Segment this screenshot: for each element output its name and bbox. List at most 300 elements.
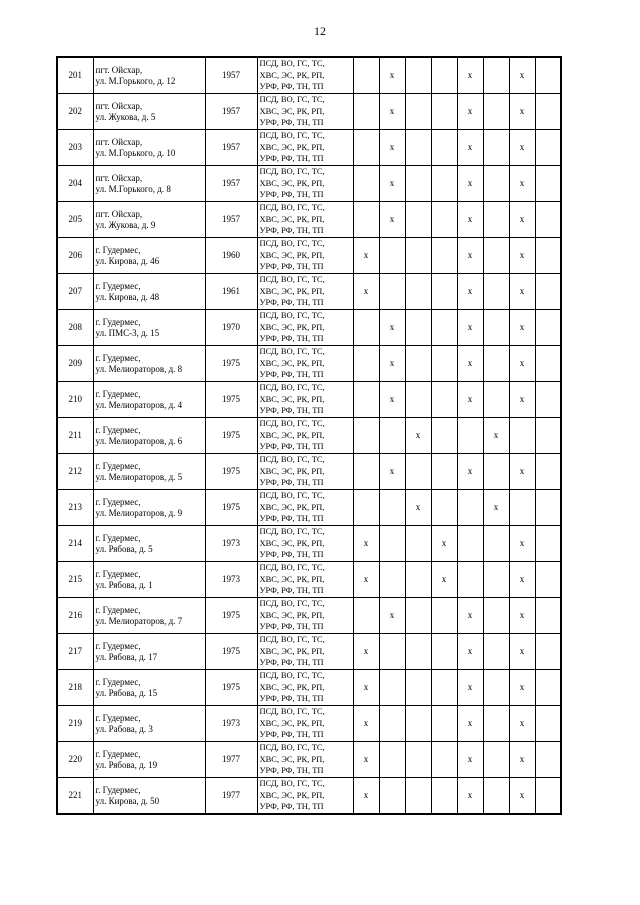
year-mark-cell-4 xyxy=(431,57,457,94)
address-locality: г. Гудермес, xyxy=(95,604,141,615)
table-row xyxy=(57,562,561,598)
year-mark-cell-5: x xyxy=(457,238,483,274)
works-line-3: УРФ, РФ, ТН, ТП xyxy=(259,657,324,668)
year-mark-cell-2 xyxy=(379,742,405,778)
address-street: ул. Мелиораторов, д. 7 xyxy=(95,615,183,626)
year-mark-cell-2 xyxy=(379,274,405,310)
address-locality: г. Гудермес, xyxy=(95,532,141,543)
works-line-2: ХВС, ЭС, РК, РП, xyxy=(259,285,325,296)
year-mark-cell-4: x xyxy=(431,562,457,598)
works-line-2: ХВС, ЭС, РК, РП, xyxy=(259,249,325,260)
year-mark-cell-6 xyxy=(483,742,509,778)
year-mark-cell-1 xyxy=(353,94,379,130)
address-street: ул. ПМС-3, д. 15 xyxy=(95,327,160,338)
works-line-1: ПСД, ВО, ГС, ТС, xyxy=(259,454,325,465)
year-mark-cell-4 xyxy=(431,274,457,310)
year-mark-cell-7: x xyxy=(509,166,535,202)
year-mark-cell-3 xyxy=(405,94,431,130)
works-line-1: ПСД, ВО, ГС, ТС, xyxy=(259,94,325,105)
address-locality: г. Гудермес, xyxy=(95,784,141,795)
address-cell xyxy=(93,706,205,742)
row-number-cell: 217 xyxy=(57,634,93,670)
year-mark-cell-3 xyxy=(405,57,431,94)
year-mark-cell-6 xyxy=(483,238,509,274)
year-mark-cell-2 xyxy=(379,670,405,706)
year-mark-cell-2: x xyxy=(379,130,405,166)
year-mark-cell-8 xyxy=(535,382,561,418)
works-line-2: ХВС, ЭС, РК, РП, xyxy=(259,645,325,656)
address-cell xyxy=(93,742,205,778)
table-row xyxy=(57,57,561,94)
address-cell xyxy=(93,634,205,670)
year-mark-cell-3 xyxy=(405,454,431,490)
year-mark-cell-8 xyxy=(535,310,561,346)
works-line-2: ХВС, ЭС, РК, РП, xyxy=(259,465,325,476)
year-mark-cell-3 xyxy=(405,742,431,778)
year-mark-cell-3: x xyxy=(405,418,431,454)
year-mark-cell-6: x xyxy=(483,418,509,454)
works-line-3: УРФ, РФ, ТН, ТП xyxy=(259,441,324,452)
works-line-3: УРФ, РФ, ТН, ТП xyxy=(259,801,324,812)
year-mark-cell-7: x xyxy=(509,598,535,634)
works-line-1: ПСД, ВО, ГС, ТС, xyxy=(259,706,325,717)
address-street: ул. Рябова, д. 19 xyxy=(95,759,158,770)
works-list-cell xyxy=(257,706,353,742)
year-mark-cell-8 xyxy=(535,706,561,742)
address-street: ул. Рябова, д. 15 xyxy=(95,687,158,698)
works-line-1: ПСД, ВО, ГС, ТС, xyxy=(259,310,325,321)
address-locality: пгт. Ойсхар, xyxy=(95,100,143,111)
year-mark-cell-4 xyxy=(431,346,457,382)
year-mark-cell-3 xyxy=(405,526,431,562)
table-row xyxy=(57,526,561,562)
year-mark-cell-1 xyxy=(353,346,379,382)
address-street: ул. М.Горького, д. 8 xyxy=(95,183,171,194)
year-mark-cell-2 xyxy=(379,418,405,454)
year-mark-cell-5: x xyxy=(457,742,483,778)
build-year-cell: 1957 xyxy=(205,166,257,202)
year-mark-cell-5: x xyxy=(457,454,483,490)
works-line-2: ХВС, ЭС, РК, РП, xyxy=(259,321,325,332)
works-line-3: УРФ, РФ, ТН, ТП xyxy=(259,585,324,596)
year-mark-cell-6 xyxy=(483,274,509,310)
address-street: ул. М.Горького, д. 12 xyxy=(95,75,176,86)
year-mark-cell-8 xyxy=(535,94,561,130)
year-mark-cell-6 xyxy=(483,202,509,238)
works-line-1: ПСД, ВО, ГС, ТС, xyxy=(259,778,325,789)
works-line-3: УРФ, РФ, ТН, ТП xyxy=(259,477,324,488)
works-line-1: ПСД, ВО, ГС, ТС, xyxy=(259,490,325,501)
table-row xyxy=(57,166,561,202)
row-number-cell: 207 xyxy=(57,274,93,310)
works-list-cell xyxy=(257,166,353,202)
year-mark-cell-7: x xyxy=(509,94,535,130)
table-row xyxy=(57,742,561,778)
housing-register-table xyxy=(56,56,562,815)
address-street: ул. Рябова, д. 5 xyxy=(95,543,153,554)
year-mark-cell-1 xyxy=(353,454,379,490)
year-mark-cell-8 xyxy=(535,634,561,670)
year-mark-cell-5: x xyxy=(457,202,483,238)
year-mark-cell-3 xyxy=(405,274,431,310)
address-cell xyxy=(93,346,205,382)
works-line-3: УРФ, РФ, ТН, ТП xyxy=(259,693,324,704)
year-mark-cell-6 xyxy=(483,778,509,815)
table-row xyxy=(57,490,561,526)
address-locality: г. Гудермес, xyxy=(95,568,141,579)
year-mark-cell-1 xyxy=(353,130,379,166)
works-line-1: ПСД, ВО, ГС, ТС, xyxy=(259,526,325,537)
year-mark-cell-7: x xyxy=(509,202,535,238)
works-line-2: ХВС, ЭС, РК, РП, xyxy=(259,789,325,800)
works-line-2: ХВС, ЭС, РК, РП, xyxy=(259,753,325,764)
year-mark-cell-4 xyxy=(431,418,457,454)
year-mark-cell-8 xyxy=(535,166,561,202)
year-mark-cell-8 xyxy=(535,562,561,598)
works-line-1: ПСД, ВО, ГС, ТС, xyxy=(259,670,325,681)
year-mark-cell-1 xyxy=(353,310,379,346)
address-locality: г. Гудермес, xyxy=(95,460,141,471)
year-mark-cell-8 xyxy=(535,454,561,490)
address-street: ул. Кирова, д. 48 xyxy=(95,291,160,302)
year-mark-cell-6 xyxy=(483,634,509,670)
works-line-1: ПСД, ВО, ГС, ТС, xyxy=(259,58,325,69)
works-list-cell xyxy=(257,562,353,598)
works-line-1: ПСД, ВО, ГС, ТС, xyxy=(259,742,325,753)
row-number-cell: 210 xyxy=(57,382,93,418)
row-number-cell: 213 xyxy=(57,490,93,526)
build-year-cell: 1975 xyxy=(205,670,257,706)
year-mark-cell-4: x xyxy=(431,526,457,562)
address-cell xyxy=(93,670,205,706)
year-mark-cell-8 xyxy=(535,778,561,815)
year-mark-cell-5 xyxy=(457,418,483,454)
year-mark-cell-7: x xyxy=(509,742,535,778)
year-mark-cell-7: x xyxy=(509,454,535,490)
year-mark-cell-6 xyxy=(483,94,509,130)
year-mark-cell-4 xyxy=(431,490,457,526)
address-cell xyxy=(93,166,205,202)
works-line-3: УРФ, РФ, ТН, ТП xyxy=(259,621,324,632)
year-mark-cell-1: x xyxy=(353,562,379,598)
address-locality: пгт. Ойсхар, xyxy=(95,208,143,219)
year-mark-cell-8 xyxy=(535,490,561,526)
year-mark-cell-6 xyxy=(483,382,509,418)
works-list-cell xyxy=(257,238,353,274)
address-cell xyxy=(93,526,205,562)
build-year-cell: 1960 xyxy=(205,238,257,274)
address-cell xyxy=(93,57,205,94)
works-line-3: УРФ, РФ, ТН, ТП xyxy=(259,189,324,200)
works-list-cell xyxy=(257,382,353,418)
build-year-cell: 1975 xyxy=(205,418,257,454)
year-mark-cell-4 xyxy=(431,634,457,670)
table-row xyxy=(57,310,561,346)
address-cell xyxy=(93,598,205,634)
table-row xyxy=(57,778,561,815)
year-mark-cell-8 xyxy=(535,526,561,562)
works-line-3: УРФ, РФ, ТН, ТП xyxy=(259,549,324,560)
address-cell xyxy=(93,562,205,598)
year-mark-cell-5: x xyxy=(457,310,483,346)
year-mark-cell-2 xyxy=(379,526,405,562)
table-row xyxy=(57,238,561,274)
address-cell xyxy=(93,94,205,130)
year-mark-cell-6 xyxy=(483,454,509,490)
address-locality: пгт. Ойсхар, xyxy=(95,136,143,147)
year-mark-cell-7 xyxy=(509,418,535,454)
year-mark-cell-1 xyxy=(353,166,379,202)
address-locality: г. Гудермес, xyxy=(95,496,141,507)
address-locality: г. Гудермес, xyxy=(95,352,141,363)
works-line-2: ХВС, ЭС, РК, РП, xyxy=(259,393,325,404)
address-locality: г. Гудермес, xyxy=(95,712,141,723)
row-number-cell: 218 xyxy=(57,670,93,706)
year-mark-cell-5: x xyxy=(457,706,483,742)
table-row xyxy=(57,382,561,418)
year-mark-cell-2: x xyxy=(379,310,405,346)
build-year-cell: 1973 xyxy=(205,526,257,562)
year-mark-cell-8 xyxy=(535,742,561,778)
year-mark-cell-1: x xyxy=(353,274,379,310)
address-street: ул. Кирова, д. 46 xyxy=(95,255,160,266)
works-line-2: ХВС, ЭС, РК, РП, xyxy=(259,69,325,80)
address-cell xyxy=(93,202,205,238)
works-list-cell xyxy=(257,670,353,706)
works-line-1: ПСД, ВО, ГС, ТС, xyxy=(259,562,325,573)
works-list-cell xyxy=(257,130,353,166)
year-mark-cell-5: x xyxy=(457,166,483,202)
row-number-cell: 212 xyxy=(57,454,93,490)
table-row xyxy=(57,346,561,382)
year-mark-cell-4 xyxy=(431,94,457,130)
address-cell xyxy=(93,238,205,274)
year-mark-cell-4 xyxy=(431,670,457,706)
year-mark-cell-1: x xyxy=(353,634,379,670)
year-mark-cell-3 xyxy=(405,130,431,166)
year-mark-cell-4 xyxy=(431,778,457,815)
year-mark-cell-1 xyxy=(353,598,379,634)
address-cell xyxy=(93,418,205,454)
year-mark-cell-6 xyxy=(483,166,509,202)
works-list-cell xyxy=(257,634,353,670)
works-line-1: ПСД, ВО, ГС, ТС, xyxy=(259,130,325,141)
year-mark-cell-2: x xyxy=(379,382,405,418)
year-mark-cell-5 xyxy=(457,562,483,598)
address-street: ул. Рябова, д. 17 xyxy=(95,651,158,662)
address-cell xyxy=(93,382,205,418)
row-number-cell: 204 xyxy=(57,166,93,202)
year-mark-cell-4 xyxy=(431,166,457,202)
year-mark-cell-2 xyxy=(379,238,405,274)
year-mark-cell-1 xyxy=(353,202,379,238)
year-mark-cell-4 xyxy=(431,238,457,274)
works-list-cell xyxy=(257,526,353,562)
works-line-3: УРФ, РФ, ТН, ТП xyxy=(259,513,324,524)
year-mark-cell-2 xyxy=(379,634,405,670)
works-list-cell xyxy=(257,202,353,238)
year-mark-cell-7: x xyxy=(509,57,535,94)
works-list-cell xyxy=(257,274,353,310)
build-year-cell: 1957 xyxy=(205,130,257,166)
works-line-3: УРФ, РФ, ТН, ТП xyxy=(259,153,324,164)
year-mark-cell-7: x xyxy=(509,526,535,562)
address-locality: г. Гудермес, xyxy=(95,424,141,435)
address-locality: г. Гудермес, xyxy=(95,748,141,759)
address-locality: г. Гудермес, xyxy=(95,316,141,327)
address-locality: пгт. Ойсхар, xyxy=(95,64,143,75)
year-mark-cell-4 xyxy=(431,310,457,346)
year-mark-cell-8 xyxy=(535,670,561,706)
row-number-cell: 215 xyxy=(57,562,93,598)
works-line-3: УРФ, РФ, ТН, ТП xyxy=(259,225,324,236)
year-mark-cell-6 xyxy=(483,670,509,706)
works-line-1: ПСД, ВО, ГС, ТС, xyxy=(259,418,325,429)
year-mark-cell-7: x xyxy=(509,238,535,274)
address-cell xyxy=(93,454,205,490)
address-street: ул. Жукова, д. 5 xyxy=(95,111,156,122)
year-mark-cell-7: x xyxy=(509,130,535,166)
year-mark-cell-7: x xyxy=(509,382,535,418)
year-mark-cell-2 xyxy=(379,562,405,598)
year-mark-cell-2 xyxy=(379,490,405,526)
build-year-cell: 1975 xyxy=(205,346,257,382)
works-line-2: ХВС, ЭС, РК, РП, xyxy=(259,609,325,620)
table-row xyxy=(57,598,561,634)
build-year-cell: 1961 xyxy=(205,274,257,310)
build-year-cell: 1975 xyxy=(205,490,257,526)
year-mark-cell-2 xyxy=(379,778,405,815)
works-line-3: УРФ, РФ, ТН, ТП xyxy=(259,369,324,380)
year-mark-cell-6 xyxy=(483,310,509,346)
table-row xyxy=(57,418,561,454)
works-line-2: ХВС, ЭС, РК, РП, xyxy=(259,177,325,188)
works-line-2: ХВС, ЭС, РК, РП, xyxy=(259,429,325,440)
year-mark-cell-4 xyxy=(431,598,457,634)
build-year-cell: 1970 xyxy=(205,310,257,346)
year-mark-cell-1 xyxy=(353,382,379,418)
year-mark-cell-5: x xyxy=(457,94,483,130)
row-number-cell: 219 xyxy=(57,706,93,742)
year-mark-cell-1: x xyxy=(353,670,379,706)
year-mark-cell-7: x xyxy=(509,274,535,310)
row-number-cell: 202 xyxy=(57,94,93,130)
works-line-1: ПСД, ВО, ГС, ТС, xyxy=(259,598,325,609)
year-mark-cell-5: x xyxy=(457,778,483,815)
row-number-cell: 214 xyxy=(57,526,93,562)
row-number-cell: 206 xyxy=(57,238,93,274)
year-mark-cell-7: x xyxy=(509,778,535,815)
works-line-1: ПСД, ВО, ГС, ТС, xyxy=(259,634,325,645)
year-mark-cell-4 xyxy=(431,454,457,490)
year-mark-cell-7: x xyxy=(509,346,535,382)
year-mark-cell-5: x xyxy=(457,382,483,418)
year-mark-cell-6 xyxy=(483,526,509,562)
table-row xyxy=(57,670,561,706)
address-street: ул. Рябова, д. 1 xyxy=(95,579,153,590)
works-line-1: ПСД, ВО, ГС, ТС, xyxy=(259,382,325,393)
address-cell xyxy=(93,490,205,526)
year-mark-cell-4 xyxy=(431,382,457,418)
year-mark-cell-8 xyxy=(535,130,561,166)
year-mark-cell-3 xyxy=(405,706,431,742)
address-street: ул. Мелиораторов, д. 4 xyxy=(95,399,183,410)
works-list-cell xyxy=(257,454,353,490)
year-mark-cell-6 xyxy=(483,598,509,634)
works-line-3: УРФ, РФ, ТН, ТП xyxy=(259,297,324,308)
build-year-cell: 1975 xyxy=(205,454,257,490)
row-number-cell: 203 xyxy=(57,130,93,166)
year-mark-cell-7: x xyxy=(509,706,535,742)
year-mark-cell-4 xyxy=(431,202,457,238)
works-list-cell xyxy=(257,94,353,130)
address-cell xyxy=(93,778,205,815)
year-mark-cell-1: x xyxy=(353,742,379,778)
works-list-cell xyxy=(257,778,353,815)
works-line-3: УРФ, РФ, ТН, ТП xyxy=(259,729,324,740)
row-number-cell: 205 xyxy=(57,202,93,238)
year-mark-cell-1 xyxy=(353,57,379,94)
table-row xyxy=(57,634,561,670)
build-year-cell: 1977 xyxy=(205,778,257,815)
year-mark-cell-4 xyxy=(431,742,457,778)
works-line-1: ПСД, ВО, ГС, ТС, xyxy=(259,238,325,249)
year-mark-cell-3 xyxy=(405,346,431,382)
year-mark-cell-5 xyxy=(457,526,483,562)
year-mark-cell-2: x xyxy=(379,94,405,130)
build-year-cell: 1957 xyxy=(205,57,257,94)
address-cell xyxy=(93,274,205,310)
works-line-3: УРФ, РФ, ТН, ТП xyxy=(259,261,324,272)
year-mark-cell-2: x xyxy=(379,454,405,490)
table-row xyxy=(57,454,561,490)
table-row xyxy=(57,130,561,166)
address-locality: г. Гудермес, xyxy=(95,676,141,687)
year-mark-cell-7: x xyxy=(509,670,535,706)
year-mark-cell-3 xyxy=(405,166,431,202)
year-mark-cell-7: x xyxy=(509,634,535,670)
works-line-2: ХВС, ЭС, РК, РП, xyxy=(259,501,325,512)
works-line-2: ХВС, ЭС, РК, РП, xyxy=(259,105,325,116)
address-locality: г. Гудермес, xyxy=(95,388,141,399)
works-line-1: ПСД, ВО, ГС, ТС, xyxy=(259,346,325,357)
row-number-cell: 209 xyxy=(57,346,93,382)
works-list-cell xyxy=(257,490,353,526)
year-mark-cell-2: x xyxy=(379,57,405,94)
year-mark-cell-8 xyxy=(535,274,561,310)
year-mark-cell-5: x xyxy=(457,57,483,94)
year-mark-cell-3 xyxy=(405,670,431,706)
year-mark-cell-1 xyxy=(353,418,379,454)
row-number-cell: 208 xyxy=(57,310,93,346)
year-mark-cell-8 xyxy=(535,57,561,94)
works-list-cell xyxy=(257,742,353,778)
year-mark-cell-6 xyxy=(483,130,509,166)
works-line-2: ХВС, ЭС, РК, РП, xyxy=(259,213,325,224)
address-cell xyxy=(93,310,205,346)
works-line-3: УРФ, РФ, ТН, ТП xyxy=(259,405,324,416)
year-mark-cell-3 xyxy=(405,634,431,670)
year-mark-cell-4 xyxy=(431,130,457,166)
works-line-2: ХВС, ЭС, РК, РП, xyxy=(259,357,325,368)
build-year-cell: 1973 xyxy=(205,706,257,742)
works-line-3: УРФ, РФ, ТН, ТП xyxy=(259,765,324,776)
year-mark-cell-3 xyxy=(405,202,431,238)
works-line-2: ХВС, ЭС, РК, РП, xyxy=(259,537,325,548)
works-line-1: ПСД, ВО, ГС, ТС, xyxy=(259,166,325,177)
year-mark-cell-1: x xyxy=(353,706,379,742)
works-list-cell xyxy=(257,57,353,94)
